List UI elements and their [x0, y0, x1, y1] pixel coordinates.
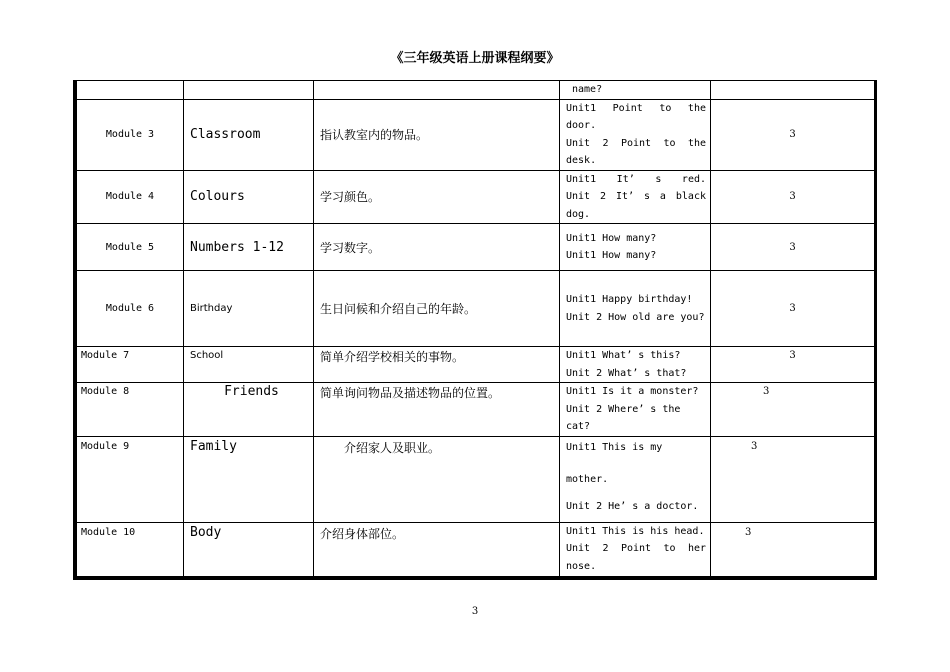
content-cell: 指认教室内的物品。	[314, 99, 560, 170]
table-row	[77, 224, 875, 271]
units-cell	[560, 224, 711, 271]
hours-cell: 3	[711, 224, 875, 271]
units-cell	[560, 271, 711, 347]
unit-line: Unit1 What’ s this?	[566, 350, 681, 361]
module-cell: Module 6	[77, 271, 184, 347]
module-cell: Module 5	[77, 224, 184, 271]
table-row	[77, 99, 875, 170]
unit-line: Unit1 How many?	[566, 232, 657, 244]
table-row	[77, 383, 875, 437]
document-title: 《三年级英语上册课程纲要》	[390, 51, 560, 66]
hours-cell: 3	[711, 383, 875, 437]
unit-line: Unit 2 How old are you?	[566, 311, 705, 323]
table-row	[77, 522, 875, 576]
content-cell: 介绍身体部位。	[314, 522, 560, 576]
unit-line: Unit1 Happy birthday!	[566, 294, 693, 305]
module-cell: Module 3	[77, 99, 184, 170]
unit-text: name?	[572, 84, 603, 95]
table-row	[77, 347, 875, 383]
name-cell: Classroom	[184, 99, 314, 170]
unit-line: Unit 2 Point to her nose.	[566, 543, 706, 572]
unit-line: Unit 2 What’ s that?	[566, 367, 687, 379]
table-row	[77, 271, 875, 347]
unit-line: Unit 2 Point to the desk.	[566, 137, 706, 166]
units-cell	[560, 347, 711, 383]
name-cell	[184, 81, 314, 100]
hours-cell: 3	[711, 170, 875, 224]
content-cell: 生日问候和介绍自己的年龄。	[314, 271, 560, 347]
module-cell	[77, 81, 184, 100]
content-cell: 简单介绍学校相关的事物。	[314, 347, 560, 383]
unit-line: Unit1 Is it a monster?	[566, 386, 699, 397]
hours-cell	[711, 81, 875, 100]
units-cell	[560, 81, 711, 100]
module-cell: Module 7	[77, 347, 184, 383]
unit-line: Unit 2 It’ s a black dog.	[566, 191, 706, 220]
content-cell: 学习数字。	[314, 224, 560, 271]
table-row	[77, 436, 875, 522]
hours-cell: 3	[711, 522, 875, 576]
module-cell: Module 4	[77, 170, 184, 224]
name-cell: Friends	[184, 383, 314, 437]
units-cell	[560, 436, 711, 522]
units-cell	[560, 383, 711, 437]
hours-cell: 3	[711, 271, 875, 347]
name-cell: School	[184, 347, 314, 383]
module-cell: Module 9	[77, 436, 184, 522]
hours-cell: 3	[711, 347, 875, 383]
unit-line: Unit1 Point to the door.	[566, 102, 706, 131]
page-number: 3	[471, 606, 479, 617]
content-cell: 学习颜色。	[314, 170, 560, 224]
module-cell: Module 8	[77, 383, 184, 437]
name-cell: Birthday	[184, 271, 314, 347]
table-row	[77, 81, 875, 100]
name-cell: Colours	[184, 170, 314, 224]
content-cell	[314, 81, 560, 100]
course-table	[73, 80, 877, 580]
unit-line: mother.	[566, 473, 609, 485]
content-cell: 简单询问物品及描述物品的位置。	[314, 383, 560, 437]
name-cell: Body	[184, 522, 314, 576]
content-cell: 介绍家人及职业。	[314, 436, 560, 522]
module-cell: Module 10	[77, 522, 184, 576]
units-cell	[560, 99, 711, 170]
hours-cell: 3	[711, 99, 875, 170]
unit-line: Unit1 This is my	[566, 441, 663, 453]
hours-cell: 3	[711, 436, 875, 522]
name-cell: Family	[184, 436, 314, 522]
unit-line: Unit1 How many?	[566, 250, 657, 261]
name-cell: Numbers 1-12	[184, 224, 314, 271]
unit-line: Unit 2 Where’ s the cat?	[566, 403, 681, 432]
unit-line: Unit1 This is his head.	[566, 525, 705, 537]
unit-line: Unit1 It’ s red.	[566, 173, 706, 185]
unit-line: Unit 2 He’ s a doctor.	[566, 500, 699, 512]
units-cell	[560, 170, 711, 224]
table-row	[77, 170, 875, 224]
units-cell	[560, 522, 711, 576]
